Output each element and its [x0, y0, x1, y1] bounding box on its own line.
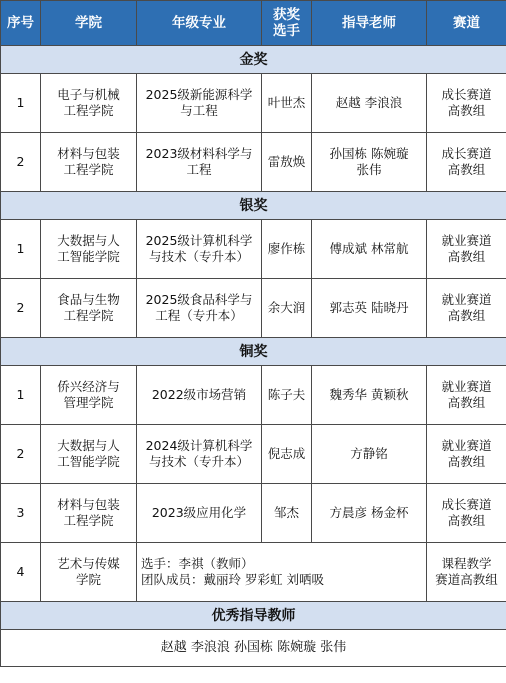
section-row-gold	[1, 46, 506, 74]
cell-college	[41, 425, 137, 484]
major-line: 2025级食品科学与	[145, 292, 253, 307]
cell-track	[427, 279, 506, 338]
advisor-line: 张伟	[356, 162, 382, 177]
college-line: 工智能学院	[57, 454, 120, 469]
college-line: 工程学院	[63, 162, 114, 177]
advisor-names: 赵越 李浪浪 孙国栋 陈婉璇 张伟	[1, 630, 506, 667]
major-line: 2025级计算机科学	[145, 233, 253, 248]
track-line: 高教组	[447, 308, 486, 323]
cell-track	[427, 425, 506, 484]
cell-major	[137, 279, 262, 338]
cell-college	[41, 543, 137, 602]
section-title: 金奖	[1, 46, 506, 74]
table-row	[1, 74, 506, 133]
table-row-team	[1, 543, 506, 602]
track-line: 成长赛道	[441, 87, 492, 102]
track-line: 高教组	[447, 162, 486, 177]
cell-track	[427, 74, 506, 133]
header-winner-line: 获奖	[273, 7, 300, 23]
cell-advisors	[312, 74, 427, 133]
section-title: 铜奖	[1, 338, 506, 366]
college-line: 工程学院	[63, 103, 114, 118]
cell-winner: 倪志成	[262, 425, 312, 484]
track-line: 成长赛道	[441, 497, 492, 512]
cell-no: 1	[1, 220, 41, 279]
track-line: 就业赛道	[441, 292, 492, 307]
college-line: 材料与包装	[57, 497, 120, 512]
major-line: 2024级计算机科学	[145, 438, 253, 453]
cell-winner: 陈子夫	[262, 366, 312, 425]
major-line: 与工程	[180, 103, 218, 118]
track-line: 高教组	[447, 513, 486, 528]
college-line: 工程学院	[63, 513, 114, 528]
cell-major	[137, 220, 262, 279]
cell-track	[427, 133, 506, 192]
college-line: 电子与机械	[57, 87, 120, 102]
section-title: 银奖	[1, 192, 506, 220]
cell-college	[41, 484, 137, 543]
advisor-line: 孙国栋 陈婉璇	[329, 146, 409, 161]
track-line: 高教组	[447, 454, 486, 469]
track-line: 就业赛道	[441, 233, 492, 248]
section-title: 优秀指导教师	[1, 602, 506, 630]
header-major: 年级专业	[137, 1, 262, 46]
cell-track	[427, 543, 506, 602]
table-row	[1, 425, 506, 484]
track-line: 高教组	[447, 395, 486, 410]
track-line: 就业赛道	[441, 438, 492, 453]
track-line: 高教组	[447, 249, 486, 264]
member-line: 选手：李祺（教师）	[141, 556, 254, 571]
table-row	[1, 484, 506, 543]
advisor-line: 傅成斌 林常航	[329, 241, 409, 256]
section-row-bronze	[1, 338, 506, 366]
cell-college	[41, 220, 137, 279]
cell-major	[137, 74, 262, 133]
college-line: 大数据与人	[57, 233, 120, 248]
college-line: 材料与包装	[57, 146, 120, 161]
table-row	[1, 220, 506, 279]
cell-college	[41, 74, 137, 133]
track-line: 成长赛道	[441, 146, 492, 161]
advisor-line: 魏秀华 黄颖秋	[329, 387, 409, 402]
section-row-advisors	[1, 602, 506, 630]
cell-no: 4	[1, 543, 41, 602]
table-row-advisor-names	[1, 630, 506, 667]
cell-winner: 廖作栋	[262, 220, 312, 279]
college-line: 食品与生物	[57, 292, 120, 307]
cell-college	[41, 279, 137, 338]
college-line: 艺术与传媒	[57, 556, 120, 571]
major-line: 工程	[186, 162, 212, 177]
major-line: 与技术（专升本）	[148, 249, 249, 264]
cell-advisors	[312, 133, 427, 192]
table-row	[1, 133, 506, 192]
major-line: 2023级材料科学与	[145, 146, 253, 161]
header-winner	[262, 1, 312, 46]
college-line: 学院	[75, 572, 101, 587]
member-line: 团队成员：戴丽玲 罗彩虹 刘哂吸	[141, 572, 324, 587]
advisor-line: 赵越 李浪浪	[335, 95, 403, 110]
cell-major	[137, 484, 262, 543]
cell-no: 1	[1, 74, 41, 133]
header-no: 序号	[1, 1, 41, 46]
cell-advisors	[312, 220, 427, 279]
cell-no: 1	[1, 366, 41, 425]
cell-advisors	[312, 366, 427, 425]
cell-advisors	[312, 484, 427, 543]
cell-team-members	[137, 543, 427, 602]
cell-advisors	[312, 279, 427, 338]
cell-advisors	[312, 425, 427, 484]
cell-major	[137, 425, 262, 484]
cell-no: 2	[1, 279, 41, 338]
cell-no: 2	[1, 133, 41, 192]
college-line: 管理学院	[63, 395, 114, 410]
track-line: 就业赛道	[441, 379, 492, 394]
table-row	[1, 279, 506, 338]
college-line: 工程学院	[63, 308, 114, 323]
cell-track	[427, 366, 506, 425]
major-line: 2025级新能源科学	[145, 87, 253, 102]
table-body	[1, 46, 506, 667]
advisor-line: 方晨彦 杨金杯	[329, 505, 409, 520]
college-line: 侨兴经济与	[57, 379, 120, 394]
track-line: 高教组	[447, 103, 486, 118]
major-line: 工程（专升本）	[155, 308, 243, 323]
table-row	[1, 366, 506, 425]
cell-college	[41, 366, 137, 425]
cell-no: 3	[1, 484, 41, 543]
major-line: 2022级市场营销	[151, 387, 247, 402]
cell-major	[137, 366, 262, 425]
track-line: 课程教学	[441, 556, 492, 571]
header-track: 赛道	[427, 1, 506, 46]
major-line: 与技术（专升本）	[148, 454, 249, 469]
header-row	[1, 1, 506, 46]
header-college: 学院	[41, 1, 137, 46]
cell-winner: 叶世杰	[262, 74, 312, 133]
track-line: 赛道高教组	[435, 572, 498, 587]
section-row-silver	[1, 192, 506, 220]
advisor-line: 郭志英 陆晓丹	[329, 300, 409, 315]
advisor-line: 方静铭	[350, 446, 388, 461]
cell-track	[427, 484, 506, 543]
cell-no: 2	[1, 425, 41, 484]
cell-winner: 余大润	[262, 279, 312, 338]
cell-college	[41, 133, 137, 192]
cell-track	[427, 220, 506, 279]
college-line: 工智能学院	[57, 249, 120, 264]
header-winner-line: 选手	[273, 23, 300, 39]
college-line: 大数据与人	[57, 438, 120, 453]
cell-winner: 雷敖焕	[262, 133, 312, 192]
major-line: 2023级应用化学	[151, 505, 247, 520]
header-advisors: 指导老师	[312, 1, 427, 46]
cell-winner: 邹杰	[262, 484, 312, 543]
cell-major	[137, 133, 262, 192]
